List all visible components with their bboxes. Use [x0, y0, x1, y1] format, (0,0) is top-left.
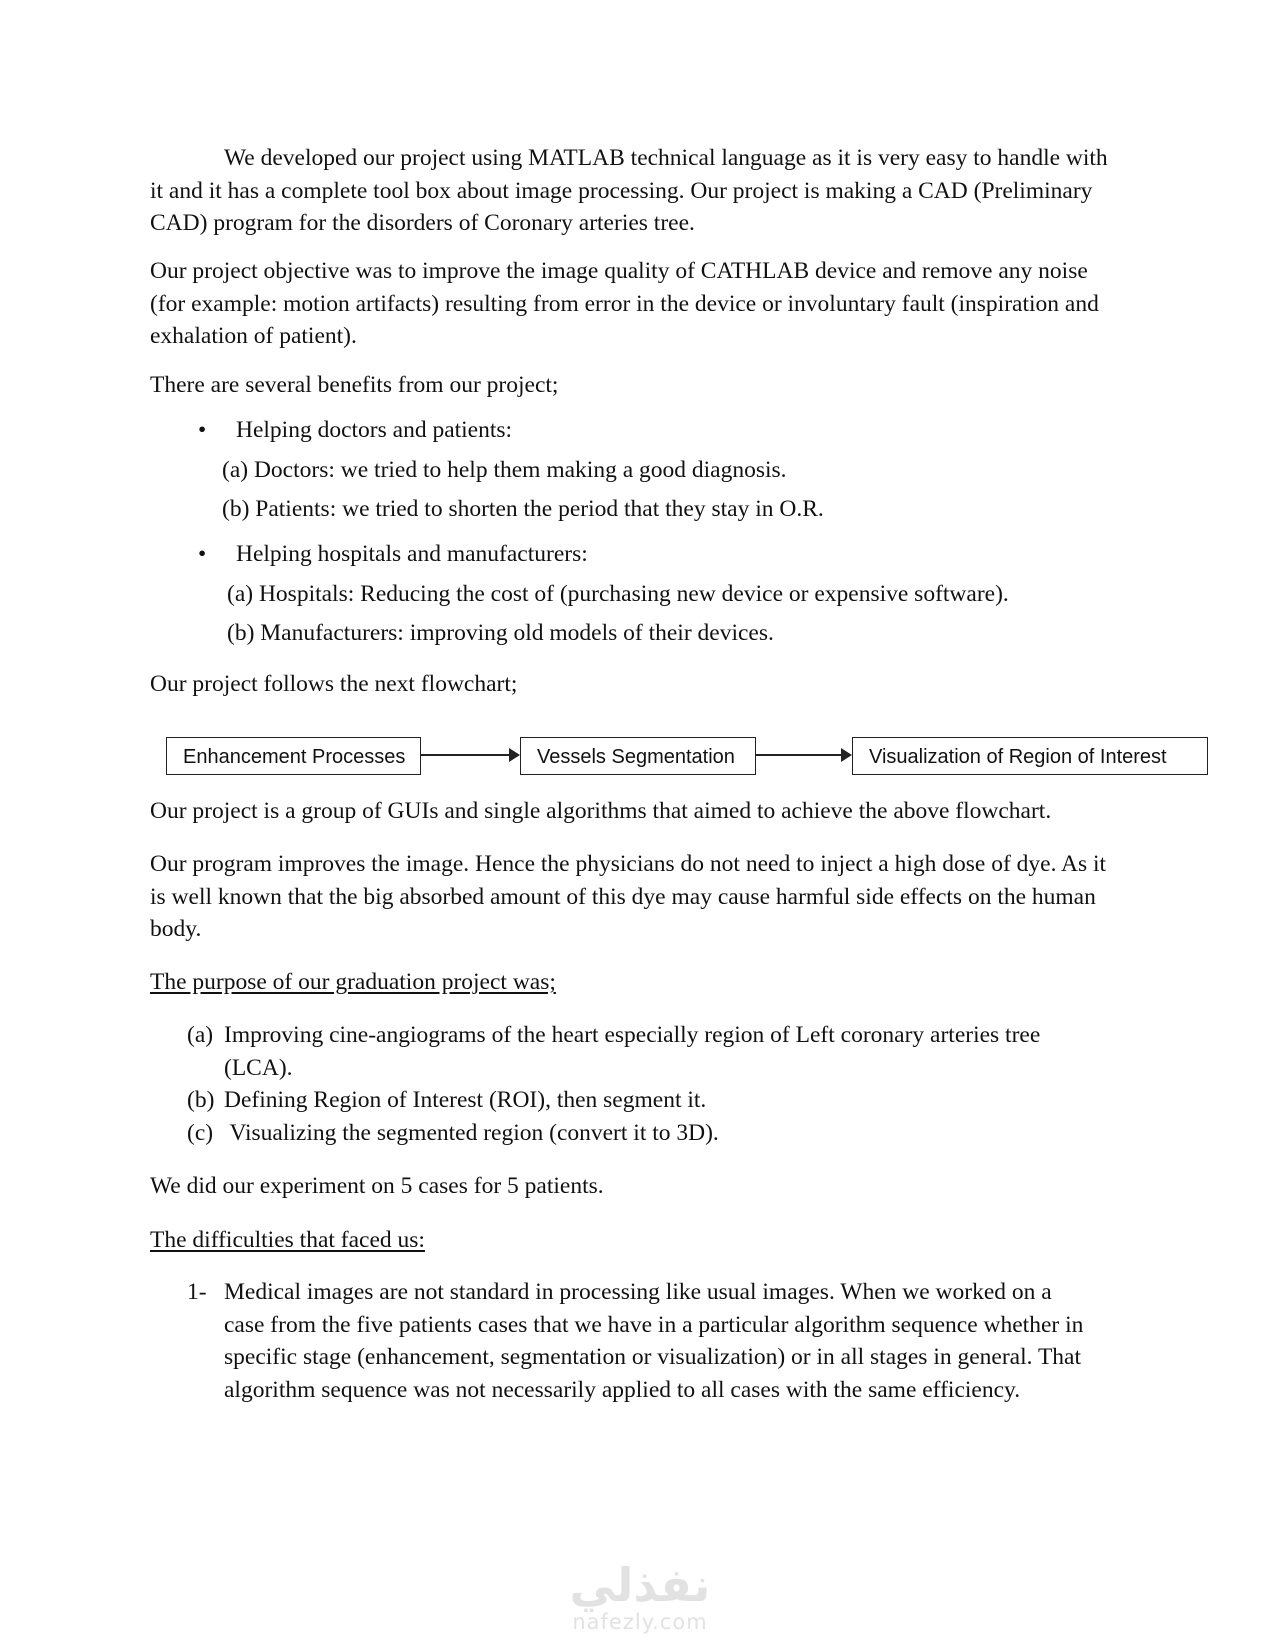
benefit-subitem: (a) Doctors: we tried to help them making a good diagnosis.: [222, 457, 787, 483]
dye-paragraph: Our program improves the image. Hence the physicians do not need to inject a high dose of dye. As it is well known that the big absorbed amount of this dye may cause harmful side effects on the human body.: [150, 851, 1107, 942]
purpose-text: Improving cine-angiograms of the heart especially region of Left coronary arteries tree (LCA).: [224, 1022, 1041, 1081]
list-marker: 1-: [187, 1279, 207, 1305]
difficulty-text: Medical images are not standard in processing like usual images. When we worked on a case from the five patients cases that we have in a particular algorithm sequence whether in specific stage (enhancement, segmentation or visualization) or in all stages in general. That algorithm sequence was not necessarily applied to all cases with the same efficiency.: [224, 1279, 1084, 1403]
purpose-heading: The purpose of our graduation project was;: [150, 969, 556, 995]
watermark: [540, 1560, 740, 1634]
list-marker: (c): [187, 1120, 214, 1146]
benefit-item: [198, 538, 588, 570]
flowchart-step-enhancement: Enhancement Processes: [166, 737, 421, 775]
experiment-paragraph: We did our experiment on 5 cases for 5 patients.: [150, 1173, 604, 1199]
bullet-icon: •: [198, 541, 207, 567]
flowchart-step-segmentation: Vessels Segmentation: [520, 737, 756, 775]
flowchart-intro: Our project follows the next flowchart;: [150, 671, 518, 697]
flowchart-step-visualization: Visualization of Region of Interest: [852, 737, 1208, 775]
purpose-item: [187, 1084, 1107, 1117]
arrow-right-icon: [421, 754, 518, 756]
purpose-item: [187, 1117, 1107, 1150]
benefits-intro: There are several benefits from our project;: [150, 372, 559, 398]
purpose-item: [187, 1019, 1107, 1084]
watermark-domain: nafezly.com: [572, 1610, 708, 1634]
objective-paragraph: Our project objective was to improve the image quality of CATHLAB device and remove any noise (for example: motion artifacts) resulting from error in the device or involuntary fault (inspiration and exhalation of patient).: [150, 258, 1099, 349]
benefit-subitem: (b) Manufacturers: improving old models of their devices.: [227, 620, 774, 646]
benefit-subitem: (b) Patients: we tried to shorten the period that they stay in O.R.: [222, 496, 824, 522]
purpose-text: Defining Region of Interest (ROI), then segment it.: [224, 1087, 707, 1113]
difficulty-item: [187, 1276, 1087, 1406]
benefit-subitem: (a) Hospitals: Reducing the cost of (purchasing new device or expensive software).: [227, 581, 1009, 607]
list-marker: (a): [187, 1022, 214, 1048]
purpose-text: Visualizing the segmented region (convert it to 3D).: [224, 1120, 719, 1146]
benefit-item: [198, 414, 512, 446]
intro-paragraph: We developed our project using MATLAB technical language as it is very easy to handle with it and it has a complete tool box about image processing. Our project is making a CAD (Preliminary CAD) program for the disorders of Coronary arteries tree.: [150, 145, 1108, 236]
benefit-label: Helping hospitals and manufacturers:: [236, 541, 588, 567]
list-marker: (b): [187, 1087, 215, 1113]
gui-summary-paragraph: Our project is a group of GUIs and single algorithms that aimed to achieve the above flowchart.: [150, 798, 1052, 824]
benefit-label: Helping doctors and patients:: [236, 417, 513, 443]
difficulties-heading: The difficulties that faced us:: [150, 1227, 425, 1253]
bullet-icon: •: [198, 417, 207, 443]
arrow-right-icon: [756, 754, 850, 756]
watermark-logo-arabic: نفذلي: [569, 1558, 711, 1612]
